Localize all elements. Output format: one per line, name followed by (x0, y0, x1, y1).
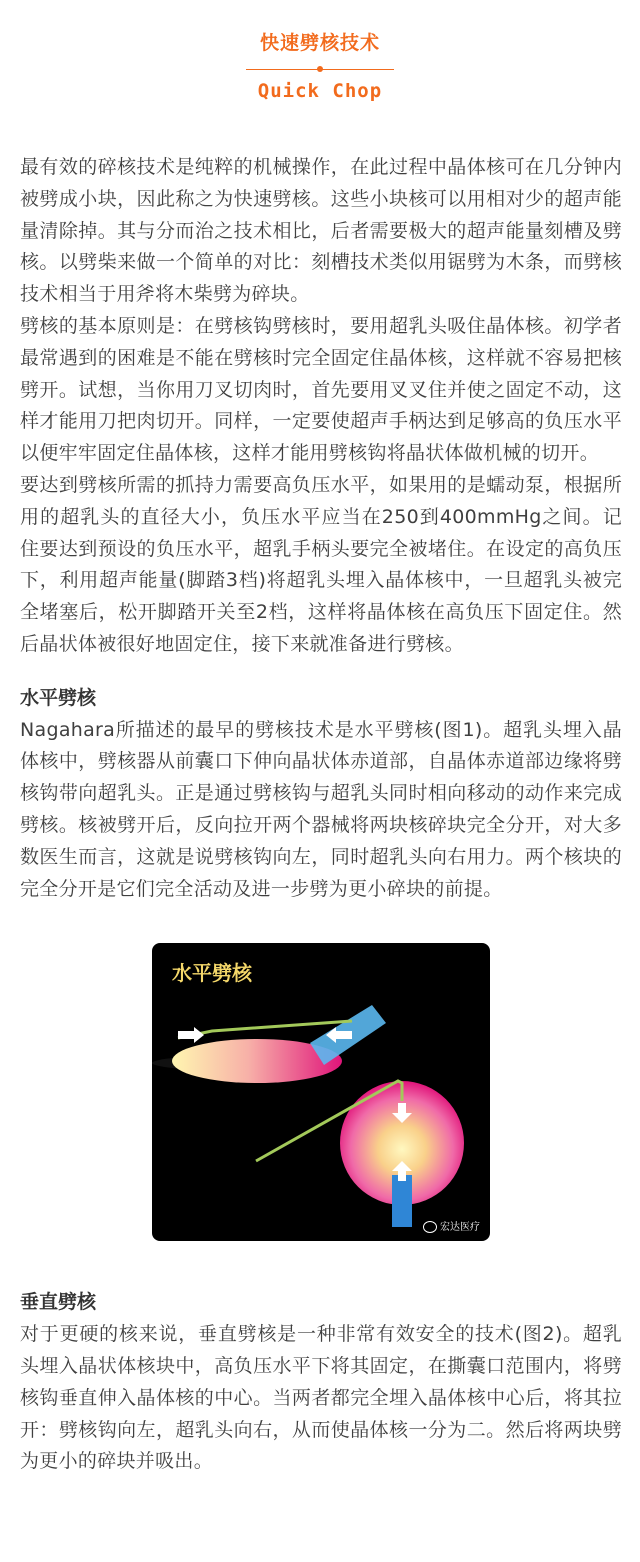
figure-title: 水平劈核 (172, 961, 252, 986)
wechat-icon (423, 1221, 437, 1233)
phaco-probe (392, 1175, 412, 1227)
paragraph: 要达到劈核所需的抓持力需要高负压水平，如果用的是蠕动泵，根据所用的超乳头的直径大小，负压水平应当在250到400mmHg之间。记住要达到预设的负压水平，超乳手柄头要完全被堵住。在设定的高负压下，利用超声能量(脚踏3档)将超乳头埋入晶体核中，一旦超乳头被完全堵塞后，松开脚踏开关至2档，这样将晶体核在高负压下固定住。然后晶状体被很好地固定住，接下来就准备进行劈核。 (20, 473, 622, 655)
paragraph: 最有效的碎核技术是纯粹的机械操作，在此过程中晶体核可在几分钟内被劈成小块，因此称之为快速劈核。这些小块核可以用相对少的超声能量清除掉。其与分而治之技术相比，后者需要极大的超声能量刻槽及劈核。以劈柴来做一个简单的对比：刻槽技术类似用锯劈为木条，而劈核技术相当于用斧将木柴劈为碎块。 (20, 156, 622, 306)
arrow-right-icon (178, 1027, 204, 1043)
figure-container (20, 943, 622, 1287)
paragraph: 劈核的基本原则是：在劈核钩劈核时，要用超乳头吸住晶体核。初学者最常遇到的困难是不能在劈核时完全固定住晶体核，这样就不容易把核劈开。试想，当你用刀叉切肉时，首先要用叉叉住并使之固定不动，这样才能用刀把肉切开。同样，一定要使超声手柄达到足够高的负压水平以便牢牢固定住晶体核，这样才能用劈核钩将晶状体做机械的切开。 (20, 314, 622, 465)
watermark (423, 1218, 480, 1233)
section-subtitle: Quick Chop (257, 80, 383, 102)
section-title: 快速劈核技术 (259, 32, 380, 54)
paragraph: 对于更硬的核来说，垂直劈核是一种非常有效安全的技术(图2)。超乳头埋入晶状体核块中，高负压水平下将其固定，在撕囊口范围内，将劈核钩垂直伸入晶体核的中心。当两者都完全埋入晶体核中心后，将其拉开：劈核钩向左，超乳头向右，从而使晶体核一分为二。然后将两块劈为更小的碎块并吸出。 (20, 1323, 622, 1473)
watermark-text: 宏达医疗 (440, 1222, 480, 1234)
paragraph: Nagahara所描述的最早的劈核技术是水平劈核(图1)。超乳头埋入晶体核中，劈核器从前囊口下伸向晶状体赤道部，自晶体赤道部边缘将劈核钩带向超乳头。正是通过劈核钩与超乳头同时相向移动的动作来完成劈核。核被劈开后，反向拉开两个器械将两块核碎块完全分开，对大多数医生而言，这就是说劈核钩向左，同时超乳头向右用力。两个核块的完全分开是它们完全活动及进一步劈为更小碎块的前提。 (20, 718, 622, 900)
horizontal-chop-figure (152, 943, 490, 1241)
article-header (0, 0, 640, 120)
heading-vertical-chop: 垂直劈核 (20, 1291, 97, 1314)
heading-horizontal-chop: 水平劈核 (20, 686, 97, 709)
divider-dot (317, 66, 323, 72)
figure-illustration (152, 943, 490, 1241)
article-body (20, 152, 622, 1478)
